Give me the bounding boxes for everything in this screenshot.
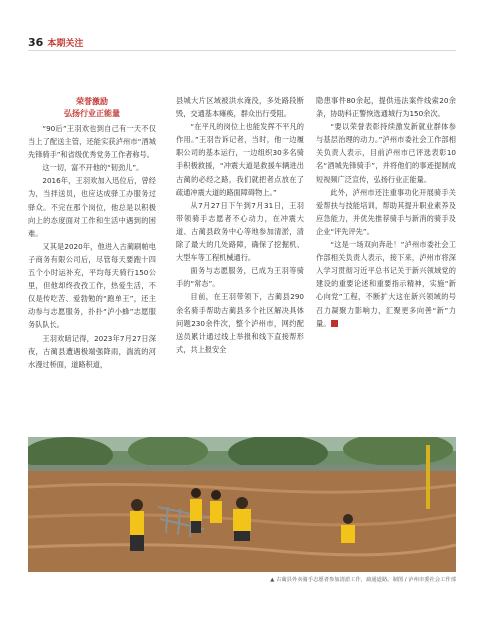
- paragraph: [316, 238, 456, 330]
- paragraph: “90后”王羽欢也到自己有一天不仅当上了配送主管，还能实获泸州市“酒城先锋骑手”和省级优秀党务工作者称号。: [28, 124, 156, 160]
- paragraph: 隐患事件80余起，提供违法案件线索20余条，协助科正警恢选通城行为150余次。: [316, 96, 456, 119]
- end-mark-icon: [331, 320, 338, 327]
- paragraph: “在平凡的岗位上也能发挥不平凡的作用。”王羽告诉记者，当时，他一边履职公司的基本运行，一边组织30多名骑手积极救援，“冲震大道是救援车辆进出古蔺的必经之路，我们就把者点放在了疏通冲震大道的路面障碍物上。”: [176, 122, 304, 197]
- paragraph: 面务与志愿服务，已成为王羽等骑手的“常态”。: [176, 266, 304, 289]
- flood-rescue-photo: [28, 437, 456, 572]
- paragraph: 这一切，富不开他的“韧劲儿”。: [42, 163, 144, 173]
- paragraph: “要以荣誉表彰持续激发新就业群体参与基层治理的动力。”泸州市委社会工作部相关负责人表示，目前泸州市已评选表彰10名“酒城先锋骑手”，并将他们的事迹提制成短视频广泛宣传，弘扬行业正能量。: [316, 122, 456, 184]
- page-header: [28, 36, 83, 49]
- paragraph: 县城大片区域被洪水淹没，多处路段断毁，交通基本瘫痪，群众出行受阻。: [176, 96, 304, 119]
- article-column-1: [28, 94, 156, 371]
- paragraph: 2016年，王羽欢加入迅位后，曾经为，当拌送员，也应达成驿工办服务过驿众。不完在那个岗位，他总是以积极向上的态度面对工作和生活中遇到的困难。: [28, 176, 156, 238]
- paragraph: 从7月27日下午到7月31日，王羽带领骑手志愿者不心动力，在冲震大道、古蔺县政务中心等地参加清淤，清除了最大的几处路障，确保了挖掘机、大型车等工程机械通行。: [176, 200, 304, 263]
- section-title: 本期关注: [47, 39, 84, 49]
- article-column-3: [316, 94, 456, 330]
- paragraph-text: “这是一场双向奔赴！”泸州市委社会工作部相关负责人表示，接下来，泸州市将深入学习贯彻习近平总书记关于新兴领域党的建设的重要论述和重要指示精神，实施“新心向党”工程，不断扩大这在新兴领域的号召力凝聚力影响力，汇聚更多向善“新”力量。: [316, 240, 456, 328]
- paragraph: 目前，在王羽带领下，古蔺县290余名骑手帮助古蔺县多个社区解决具体问题230余件次，整个泸州市，网约配送员累计通过线上举报和线下直接帮形式，共上报安全: [176, 292, 304, 354]
- photo-caption: ▲ 古蔺县外卖骑手志愿者参加清淤工作，疏通道路。制图 / 泸州市委社会工作部: [270, 577, 456, 583]
- article-column-2: [176, 94, 304, 356]
- subheading-line-1: 荣誉激励: [76, 97, 108, 106]
- paragraph: 又其是2020年，他进入古蔺刷帕电子商务有限公司后，尽管每天要跑十四五个小时运补充，平均每天骑行150公里，但他却终孜孜工作，热爱生活，不仅是传吃苦、爱勃勉的“跑单王”，还主动参与志愿服务，扑扑“泸小蜂”志愿服务队队长。: [28, 241, 156, 330]
- photo-illustration: [28, 437, 456, 572]
- subheading-line-2: 弘扬行业正能量: [64, 109, 120, 118]
- header-divider: [28, 50, 456, 51]
- paragraph: 此外，泸州市还注重事功化开展骑手关爱帮扶与技能培训，帮助其提升职业素养及应急能力，并优先推荐骑手与新消的骑手及企业“评先评先”。: [316, 187, 456, 236]
- paragraph: 王羽欢暗记得，2023年7月27日深夜，古蔺县遭遇极端强降雨，湍流的河水漫过桥面，道路积道，: [28, 333, 156, 369]
- page-number: 36: [28, 36, 44, 49]
